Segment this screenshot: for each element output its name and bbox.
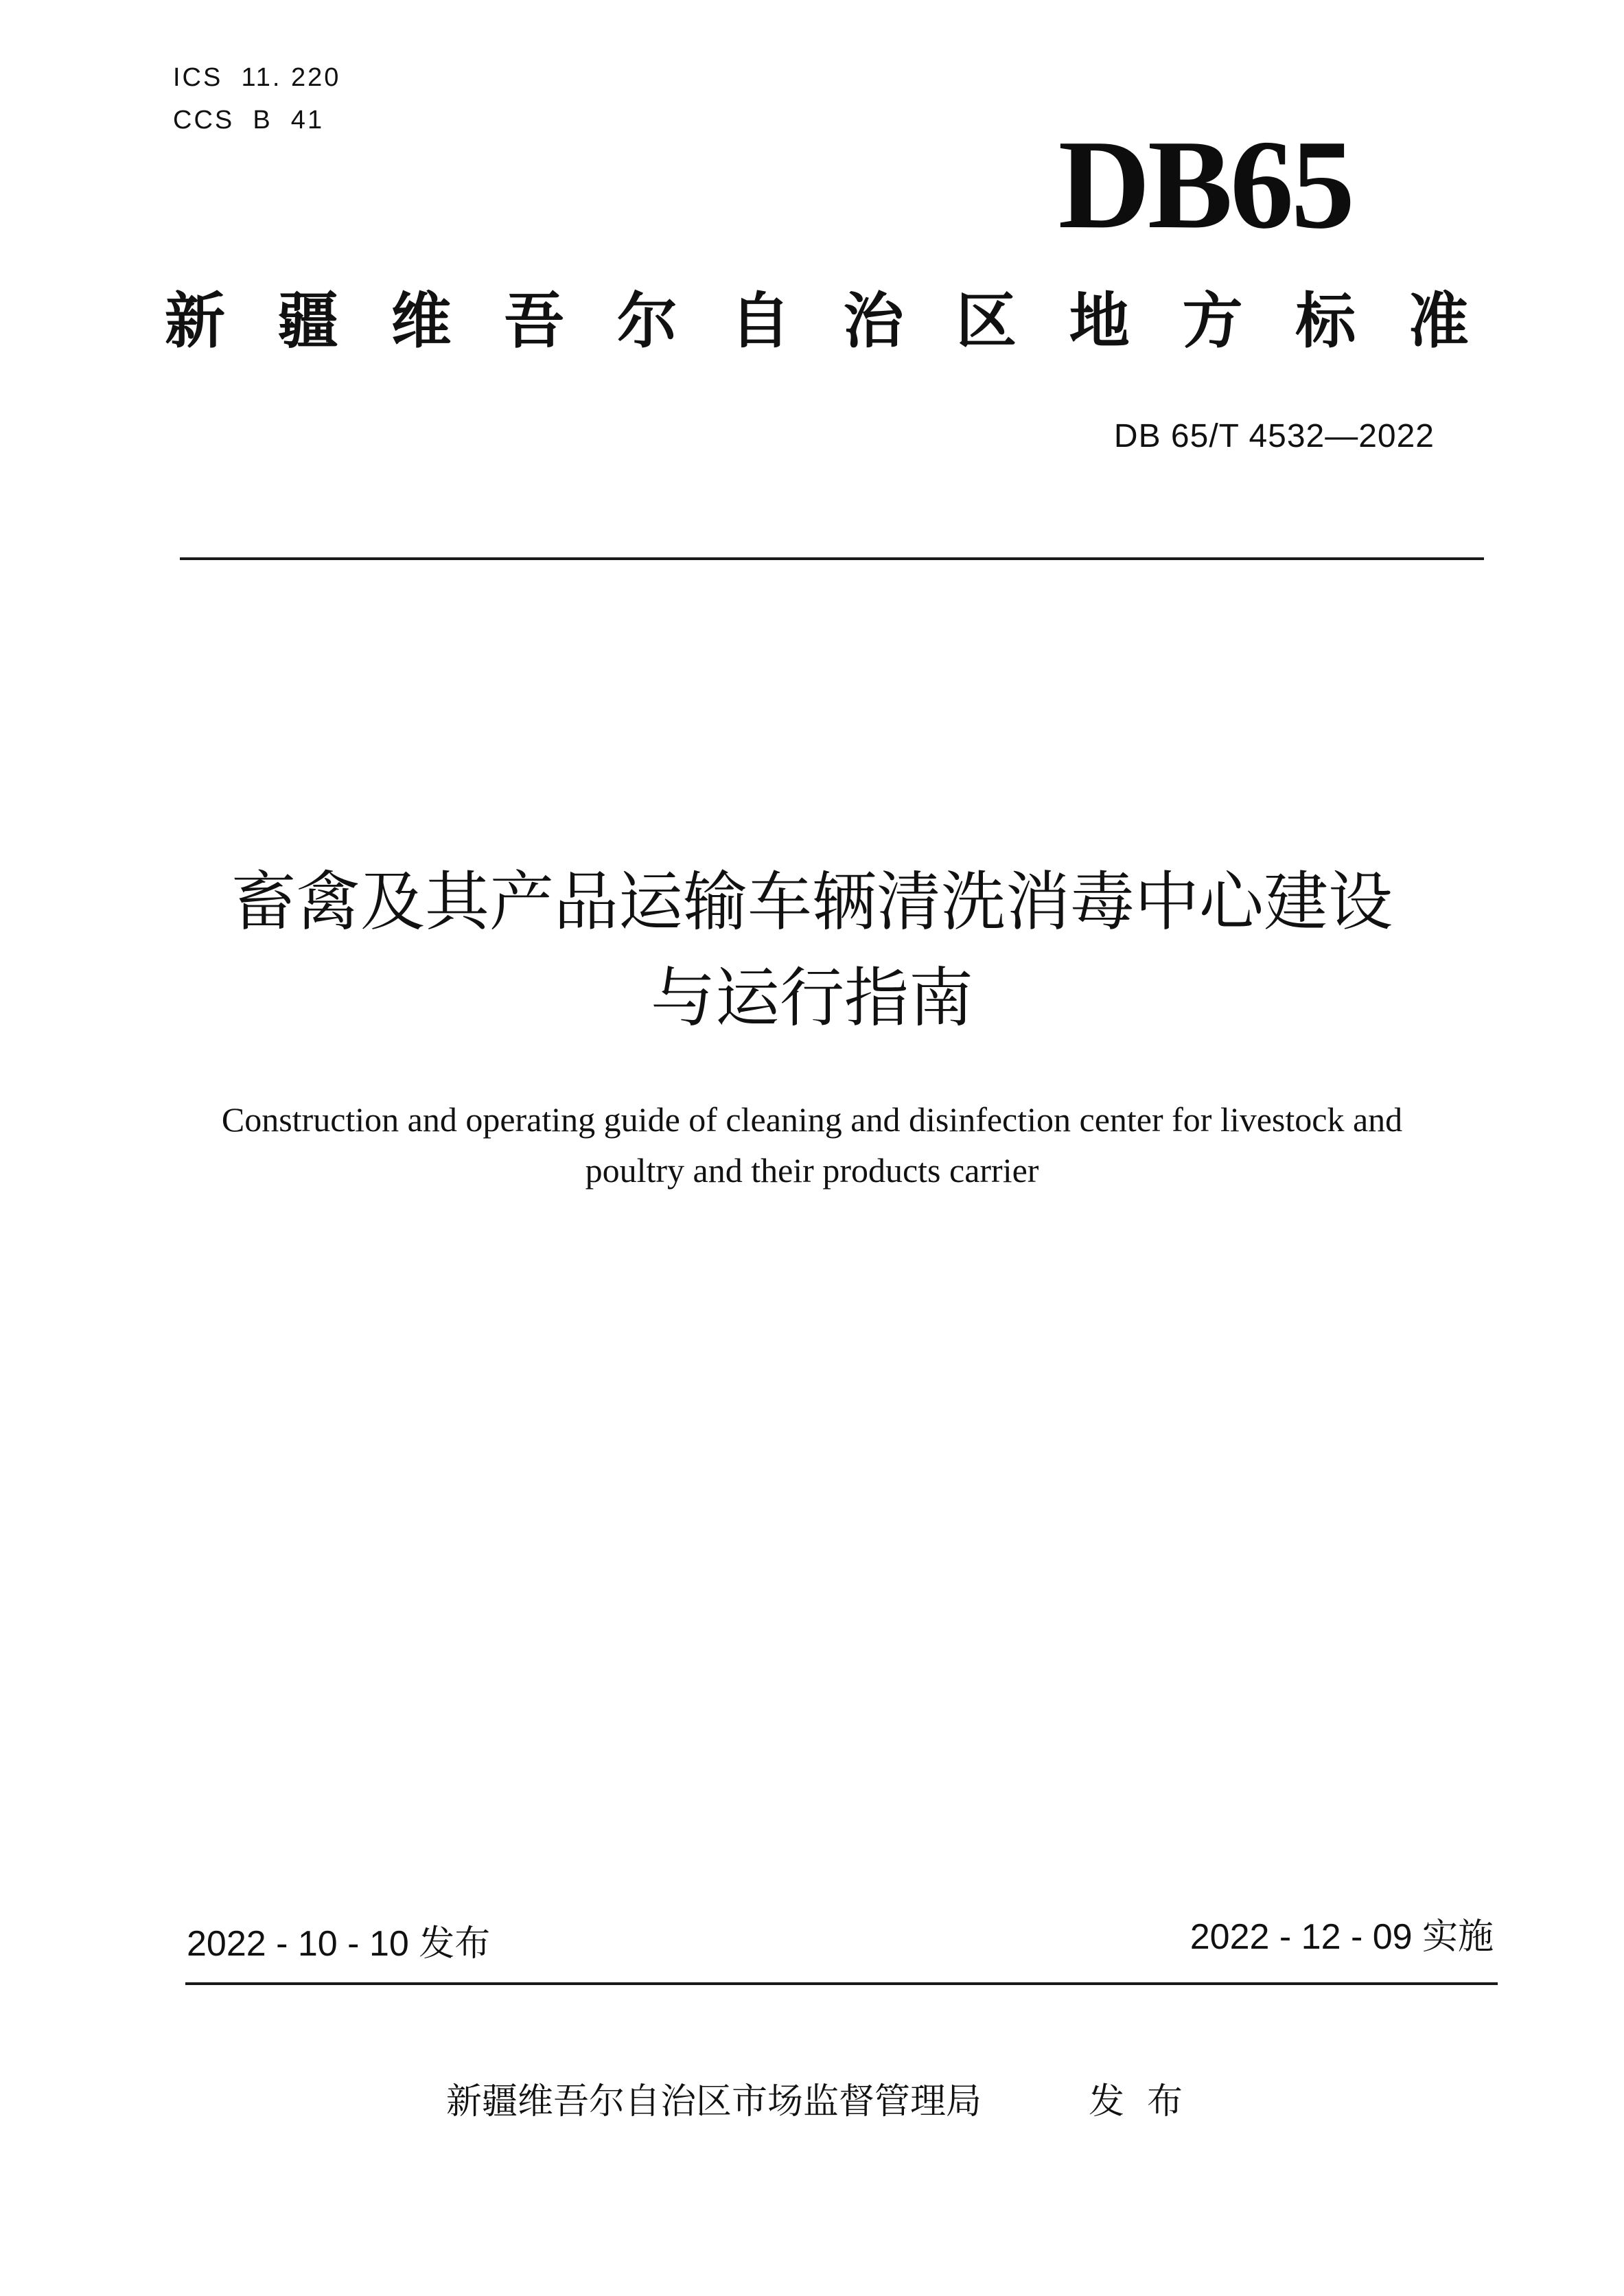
title-cn-line2: 与运行指南 [650, 961, 973, 1036]
ics-code: ICS 11. 220 [173, 63, 341, 92]
authority-char: 维 [391, 286, 452, 356]
standard-number: DB 65/T 4532—2022 [1113, 418, 1435, 454]
title-cn-line1: 畜禽及其产品运输车辆清洗消毒中心建设 [231, 865, 1393, 940]
authority-char: 地 [1069, 286, 1130, 356]
header-divider [180, 557, 1484, 560]
authority-char: 吾 [504, 286, 565, 356]
title-en-line2: poultry and their products carrier [585, 1151, 1039, 1190]
authority-char: 区 [956, 286, 1017, 356]
db65-logo: DB65 [1058, 114, 1352, 255]
title-en-line1: Construction and operating guide of cleaning and disinfection center for livestock and [221, 1100, 1403, 1139]
implement-date: 2022 - 12 - 09 实施 [1190, 1917, 1494, 1957]
authority-char: 方 [1182, 286, 1243, 356]
authority-char: 新 [165, 286, 226, 356]
footer-divider [185, 1982, 1498, 1985]
authority-char: 自 [730, 286, 791, 356]
issue-action: 发 布 [1089, 2081, 1183, 2122]
authority-char: 疆 [277, 286, 338, 356]
authority-char: 准 [1408, 286, 1469, 356]
authority-char: 尔 [616, 286, 677, 356]
standard-authority-heading [165, 286, 1469, 356]
authority-char: 标 [1295, 286, 1356, 356]
publish-date: 2022 - 10 - 10 发布 [187, 1924, 491, 1964]
authority-char: 治 [843, 286, 904, 356]
ccs-code: CCS B 41 [173, 106, 325, 135]
issuing-authority: 新疆维吾尔自治区市场监督管理局 [446, 2081, 982, 2122]
